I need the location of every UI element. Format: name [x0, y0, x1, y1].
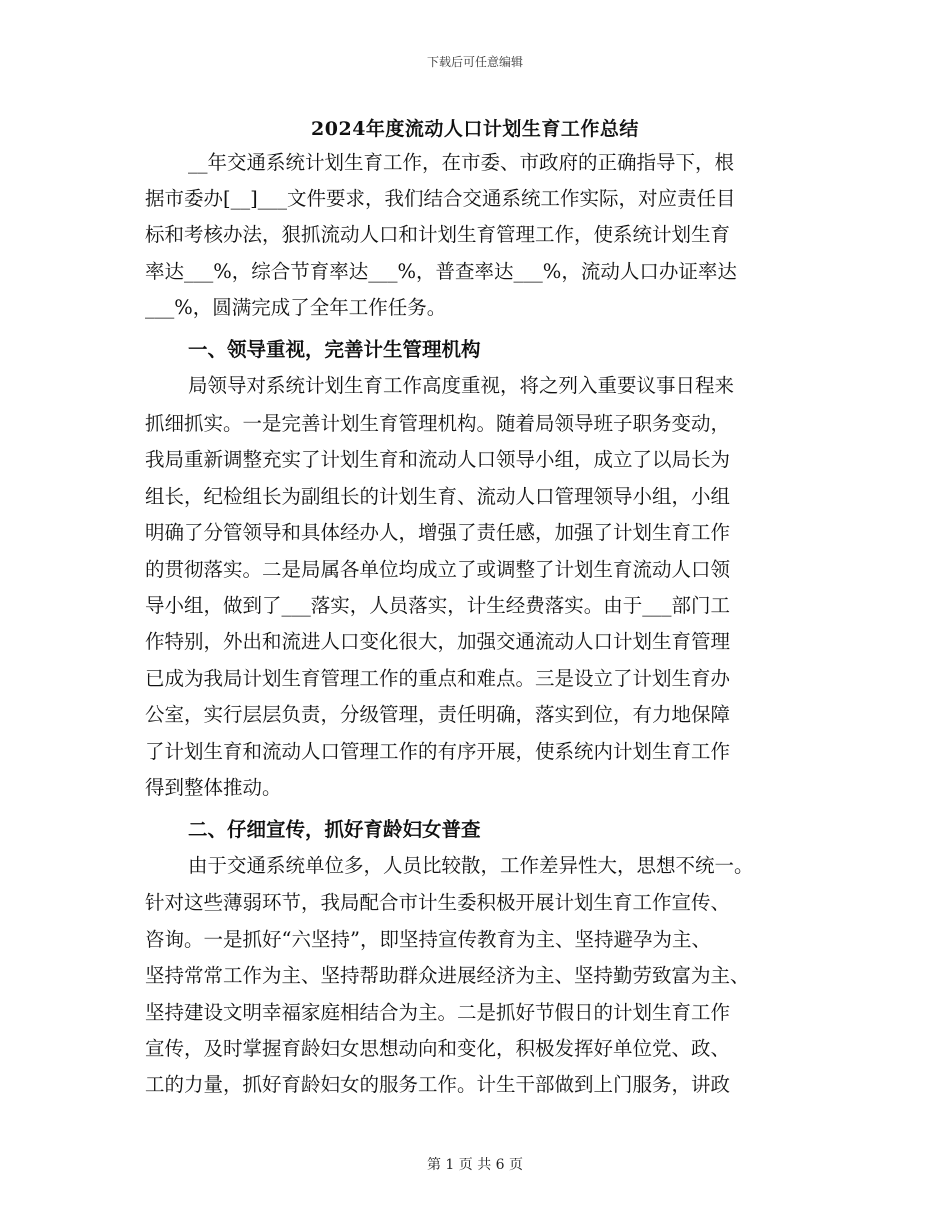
- header-note: 下载后可任意编辑: [426, 55, 523, 69]
- body-line: 工的力量，抓好育龄妇女的服务工作。计生干部做到上门服务，讲政: [145, 1073, 731, 1096]
- body-line: 宣传，及时掌握育龄妇女思想动向和变化，积极发挥好单位党、政、: [145, 1037, 731, 1060]
- body-line: 公室，实行层层负责，分级管理，责任明确，落实到位，有力地保障: [145, 703, 731, 726]
- body-line: 了计划生育和流动人口管理工作的有序开展，使系统内计划生育工作: [145, 740, 731, 763]
- body-line: 据市委办[__]___文件要求，我们结合交通系统工作实际，对应责任目: [145, 187, 736, 210]
- body-line: 的贯彻落实。二是局属各单位均成立了或调整了计划生育流动人口领: [145, 558, 731, 581]
- document-title: 2024年度流动人口计划生育工作总结: [311, 118, 639, 140]
- body-line: 咨询。一是抓好“六坚持”，即坚持宣传教育为主、坚持避孕为主、: [145, 928, 711, 951]
- body-line: 已成为我局计划生育管理工作的重点和难点。三是设立了计划生育办: [145, 667, 731, 690]
- body-line: 标和考核办法，狠抓流动人口和计划生育管理工作，使系统计划生育: [145, 223, 731, 246]
- body-line: 由于交通系统单位多，人员比较散，工作差异性大，思想不统一。: [188, 854, 754, 877]
- body-line: ___%，圆满完成了全年工作任务。: [145, 296, 447, 319]
- body-line: 组长，纪检组长为副组长的计划生育、流动人口管理领导小组，小组: [145, 485, 731, 508]
- body-line: 坚持常常工作为主、坚持帮助群众进展经济为主、坚持勤劳致富为主、: [145, 964, 750, 987]
- body-line: 率达___%，综合节育率达___%，普查率达___%，流动人口办证率达: [145, 260, 737, 283]
- section-heading: 二、仔细宣传，抓好育龄妇女普查: [188, 818, 481, 841]
- section-heading: 一、领导重视，完善计生管理机构: [188, 338, 481, 361]
- body-line: 针对这些薄弱环节，我局配合市计生委积极开展计划生育工作宣传、: [145, 891, 731, 914]
- body-line: 抓细抓实。一是完善计划生育管理机构。随着局领导班子职务变动，: [145, 412, 731, 435]
- body-line: __年交通系统计划生育工作，在市委、市政府的正确指导下，根: [188, 151, 735, 174]
- page-number: 第 1 页 共 6 页: [426, 1157, 524, 1173]
- body-line: 导小组，做到了___落实，人员落实，计生经费落实。由于___部门工: [145, 594, 731, 617]
- body-line: 局领导对系统计划生育工作高度重视，将之列入重要议事日程来: [188, 374, 735, 397]
- body-line: 作特别，外出和流进人口变化很大，加强交通流动人口计划生育管理: [145, 630, 731, 653]
- body-line: 得到整体推动。: [145, 776, 282, 799]
- body-line: 明确了分管领导和具体经办人，增强了责任感，加强了计划生育工作: [145, 521, 731, 544]
- body-line: 坚持建设文明幸福家庭相结合为主。二是抓好节假日的计划生育工作: [145, 1001, 731, 1024]
- body-line: 我局重新调整充实了计划生育和流动人口领导小组，成立了以局长为: [145, 448, 731, 471]
